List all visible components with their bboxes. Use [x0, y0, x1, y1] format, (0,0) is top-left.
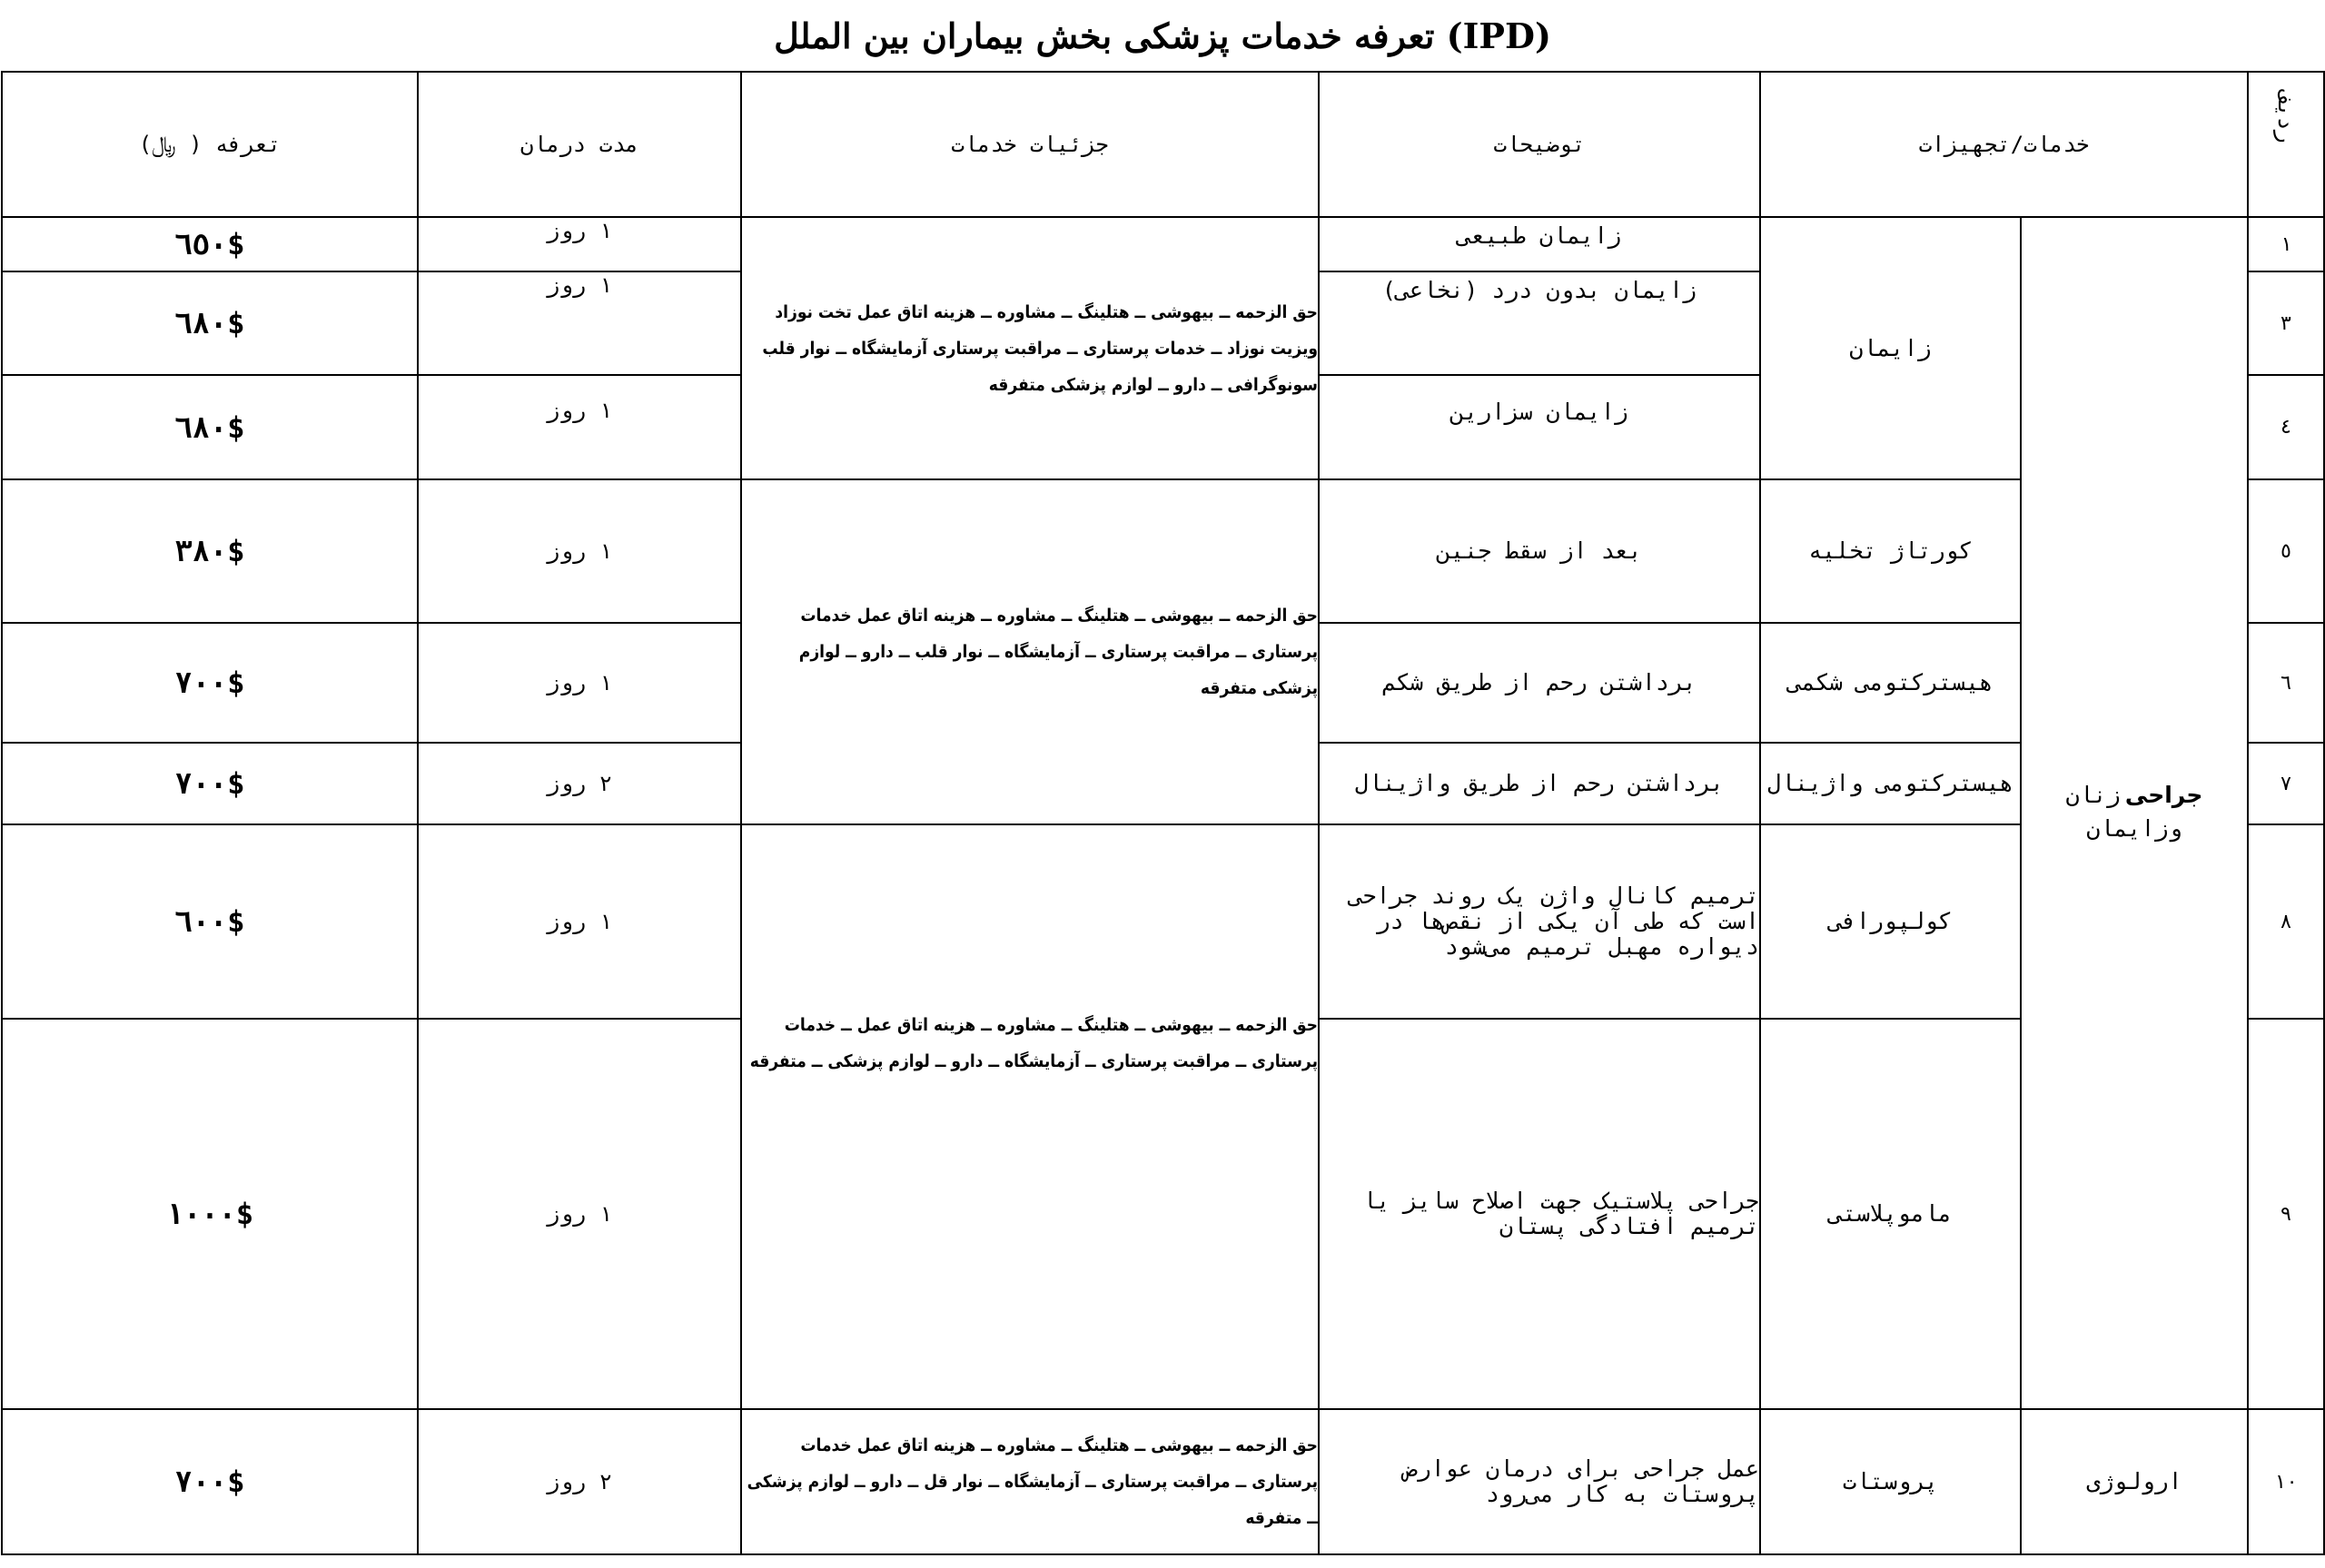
service: کولپورافی: [1760, 824, 2021, 1019]
description: زایمان سزارین: [1319, 375, 1760, 479]
service: هیسترکتومی شکمی: [1760, 623, 2021, 743]
department-gyn: [2021, 217, 2248, 1409]
header-row: [2, 72, 2324, 217]
duration: ١ روز: [418, 1019, 741, 1409]
price: $٦٨٠: [2, 375, 418, 479]
row-number: ٦: [2248, 623, 2324, 743]
price: $٣٨٠: [2, 479, 418, 623]
row-number: ٥: [2248, 479, 2324, 623]
header-service-details: جزئیات خدمات: [741, 72, 1319, 217]
table-row: [2, 479, 2324, 623]
price: $٦٠٠: [2, 824, 418, 1019]
description: برداشتن رحم از طریق واژینال: [1319, 743, 1760, 824]
service: هیسترکتومی واژینال: [1760, 743, 2021, 824]
service: کورتاژ تخلیه: [1760, 479, 2021, 623]
description: بعد از سقط جنین: [1319, 479, 1760, 623]
duration: ١ روز: [418, 824, 741, 1019]
row-number: ٧: [2248, 743, 2324, 824]
row-number: ١٠: [2248, 1409, 2324, 1554]
service-details-prostate: حق الزحمه ــ بیهوشی ــ هتلینگ ــ مشاوره ــ هزینه اتاق عمل خدمات پرستاری ــ مراقبت پرستاری ــ آزمایشگاه ــ نوار قل ــ دارو ــ لوازم پزشکی ــ متفرقه: [741, 1409, 1319, 1554]
department-urology: ارولوژی: [2021, 1409, 2248, 1554]
description: عمل جراحی برای درمان عوارض پروستات به کار می‌رود: [1319, 1409, 1760, 1554]
table-row: [2, 1409, 2324, 1554]
header-row-number: ردیف: [2248, 72, 2324, 217]
row-number: ٣: [2248, 271, 2324, 375]
duration: ١ روز: [418, 623, 741, 743]
description: جراحی پلاستیک جهت اصلاح سایز یا ترمیم افتادگی پستان: [1319, 1019, 1760, 1409]
price: $٧٠٠: [2, 1409, 418, 1554]
description: زایمان طبیعی: [1319, 217, 1760, 271]
header-duration: مدت درمان: [418, 72, 741, 217]
duration: ١ روز: [418, 271, 741, 375]
header-tariff: تعرفه ( ﷼): [2, 72, 418, 217]
table-row: [2, 217, 2324, 271]
price: $٦٨٠: [2, 271, 418, 375]
service: ماموپلاستی: [1760, 1019, 2021, 1409]
duration: ١ روز: [418, 375, 741, 479]
header-services-equipment: خدمات/تجهیزات: [1760, 72, 2248, 217]
service-group-childbirth: زایمان: [1760, 217, 2021, 479]
table-row: [2, 824, 2324, 1019]
description: برداشتن رحم از طریق شکم: [1319, 623, 1760, 743]
header-description: توضیحات: [1319, 72, 1760, 217]
duration: ١ روز: [418, 217, 741, 271]
row-number: ٨: [2248, 824, 2324, 1019]
description: زایمان بدون درد (نخاعی): [1319, 271, 1760, 375]
department-gyn-bold: جراحی: [2124, 781, 2203, 808]
row-number: ٤: [2248, 375, 2324, 479]
description: ترمیم کانال واژن یک روند جراحی است که طی آن یکی از نقص‌ها در دیواره مهبل ترمیم می‌شود: [1319, 824, 1760, 1019]
price: $٧٠٠: [2, 743, 418, 824]
row-number: ٩: [2248, 1019, 2324, 1409]
service-details-childbirth: حق الزحمه ــ بیهوشی ــ هتلینگ ــ مشاوره ــ هزینه اتاق عمل تخت نوزاد ویزیت نوزاد ــ خدمات پرستاری ــ مراقبت پرستاری آزمایشگاه ــ نوار قلب سونوگرافی ــ دارو ــ لوازم پزشکی متفرقه: [741, 217, 1319, 479]
service: پروستات: [1760, 1409, 2021, 1554]
price: $٧٠٠: [2, 623, 418, 743]
service-details-colpo-mammo: حق الزحمه ــ بیهوشی ــ هتلینگ ــ مشاوره ــ هزینه اتاق عمل ــ خدمات پرستاری ــ مراقبت پرستاری ــ آزمایشگاه ــ دارو ــ لوازم پزشکی ــ متفرقه: [741, 824, 1319, 1409]
tariff-table: [1, 71, 2325, 1555]
duration: ٢ روز: [418, 1409, 741, 1554]
duration: ٢ روز: [418, 743, 741, 824]
price: $١٠٠٠: [2, 1019, 418, 1409]
service-details-curettage-hysterectomy: حق الزحمه ــ بیهوشی ــ هتلینگ ــ مشاوره ــ هزینه اتاق عمل خدمات پرستاری ــ مراقبت پرستاری ــ آزمایشگاه ــ نوار قلب ــ دارو ــ لوازم پزشکی متفرقه: [741, 479, 1319, 824]
department-gyn-rest: زنان وزایمان: [2065, 781, 2182, 842]
duration: ١ روز: [418, 479, 741, 623]
price: $٦٥٠: [2, 217, 418, 271]
page-title: تعرفه خدمات پزشکی بخش بیماران بین الملل (IPD): [774, 15, 1551, 56]
row-number: ١: [2248, 217, 2324, 271]
